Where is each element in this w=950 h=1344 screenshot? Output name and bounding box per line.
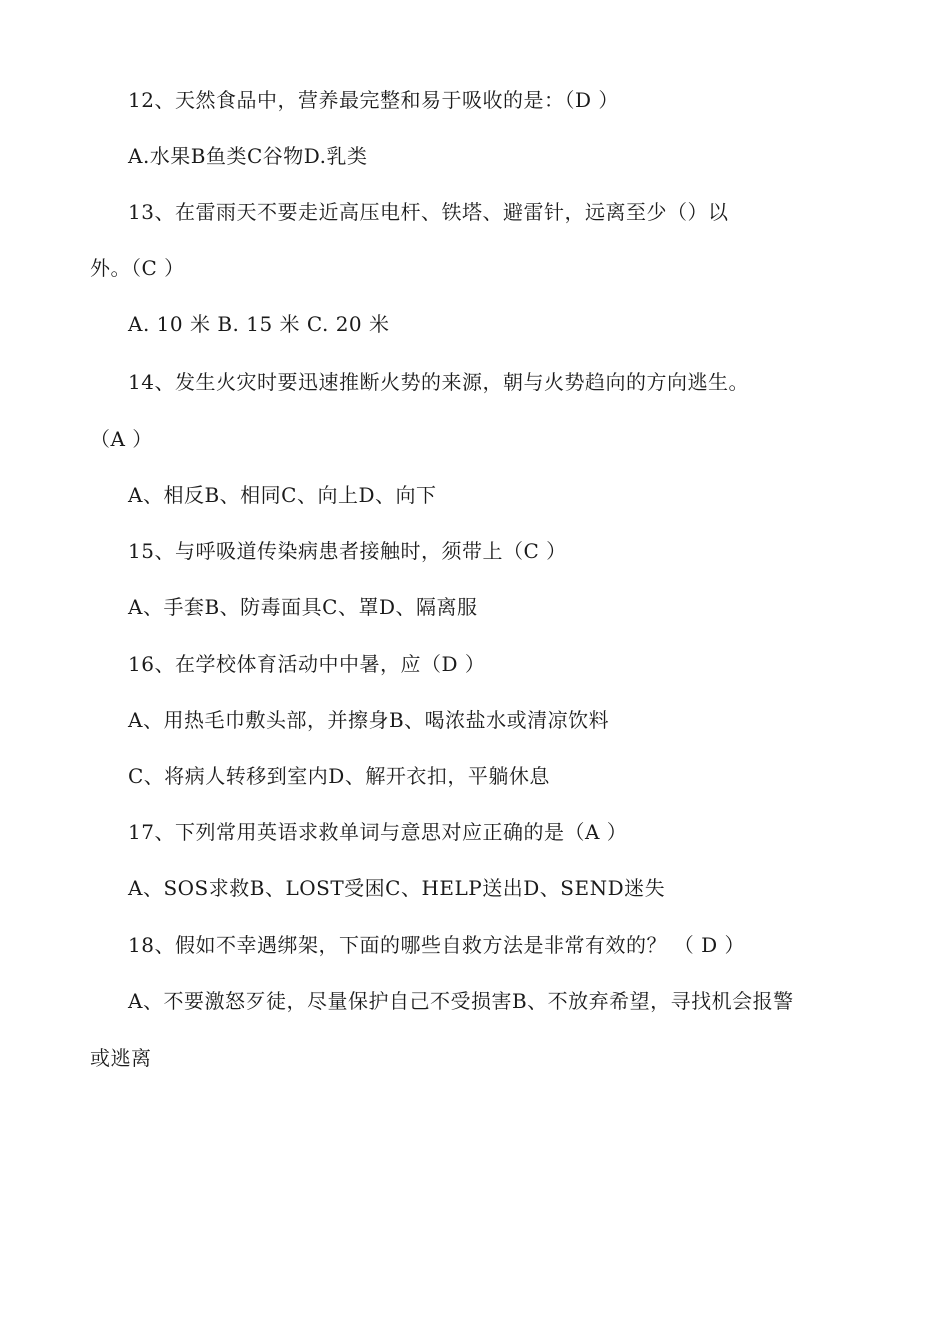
question-14-options: A、相反B、相同C、向上D、向下 — [128, 483, 437, 507]
question-14: 14、发生火灾时要迅速推断火势的来源，朝与火势趋向的方向逃生。 — [128, 370, 749, 394]
question-16-options-2: C、将病人转移到室内D、解开衣扣，平躺休息 — [128, 764, 550, 788]
question-13-continued: 外。（C ） — [90, 256, 185, 280]
question-15-options: A、手套B、防毒面具C、罩D、隔离服 — [128, 595, 478, 619]
question-15: 15、与呼吸道传染病患者接触时，须带上（C ） — [128, 539, 567, 563]
question-14-continued: （A ） — [90, 427, 153, 451]
question-18-options-continued: 或逃离 — [90, 1046, 152, 1070]
question-18: 18、假如不幸遇绑架，下面的哪些自救方法是非常有效的？ （ D ） — [128, 933, 746, 957]
question-17-options: A、SOS求救B、LOST受困C、HELP送出D、SEND迷失 — [128, 876, 666, 900]
question-13-options: A. 10 米 B. 15 米 C. 20 米 — [128, 312, 390, 336]
question-18-options: A、不要激怒歹徒，尽量保护自己不受损害B、不放弃希望，寻找机会报警 — [128, 989, 794, 1013]
question-16-options-1: A、用热毛巾敷头部，并擦身B、喝浓盐水或清凉饮料 — [128, 708, 610, 732]
question-12: 12、天然食品中，营养最完整和易于吸收的是：（D ） — [128, 88, 619, 112]
question-17: 17、下列常用英语求救单词与意思对应正确的是（A ） — [128, 820, 628, 844]
question-12-options: A.水果B鱼类C谷物D.乳类 — [128, 144, 368, 168]
question-13: 13、在雷雨天不要走近高压电杆、铁塔、避雷针，远离至少（）以 — [128, 200, 729, 224]
question-16: 16、在学校体育活动中中暑，应（D ） — [128, 652, 486, 676]
